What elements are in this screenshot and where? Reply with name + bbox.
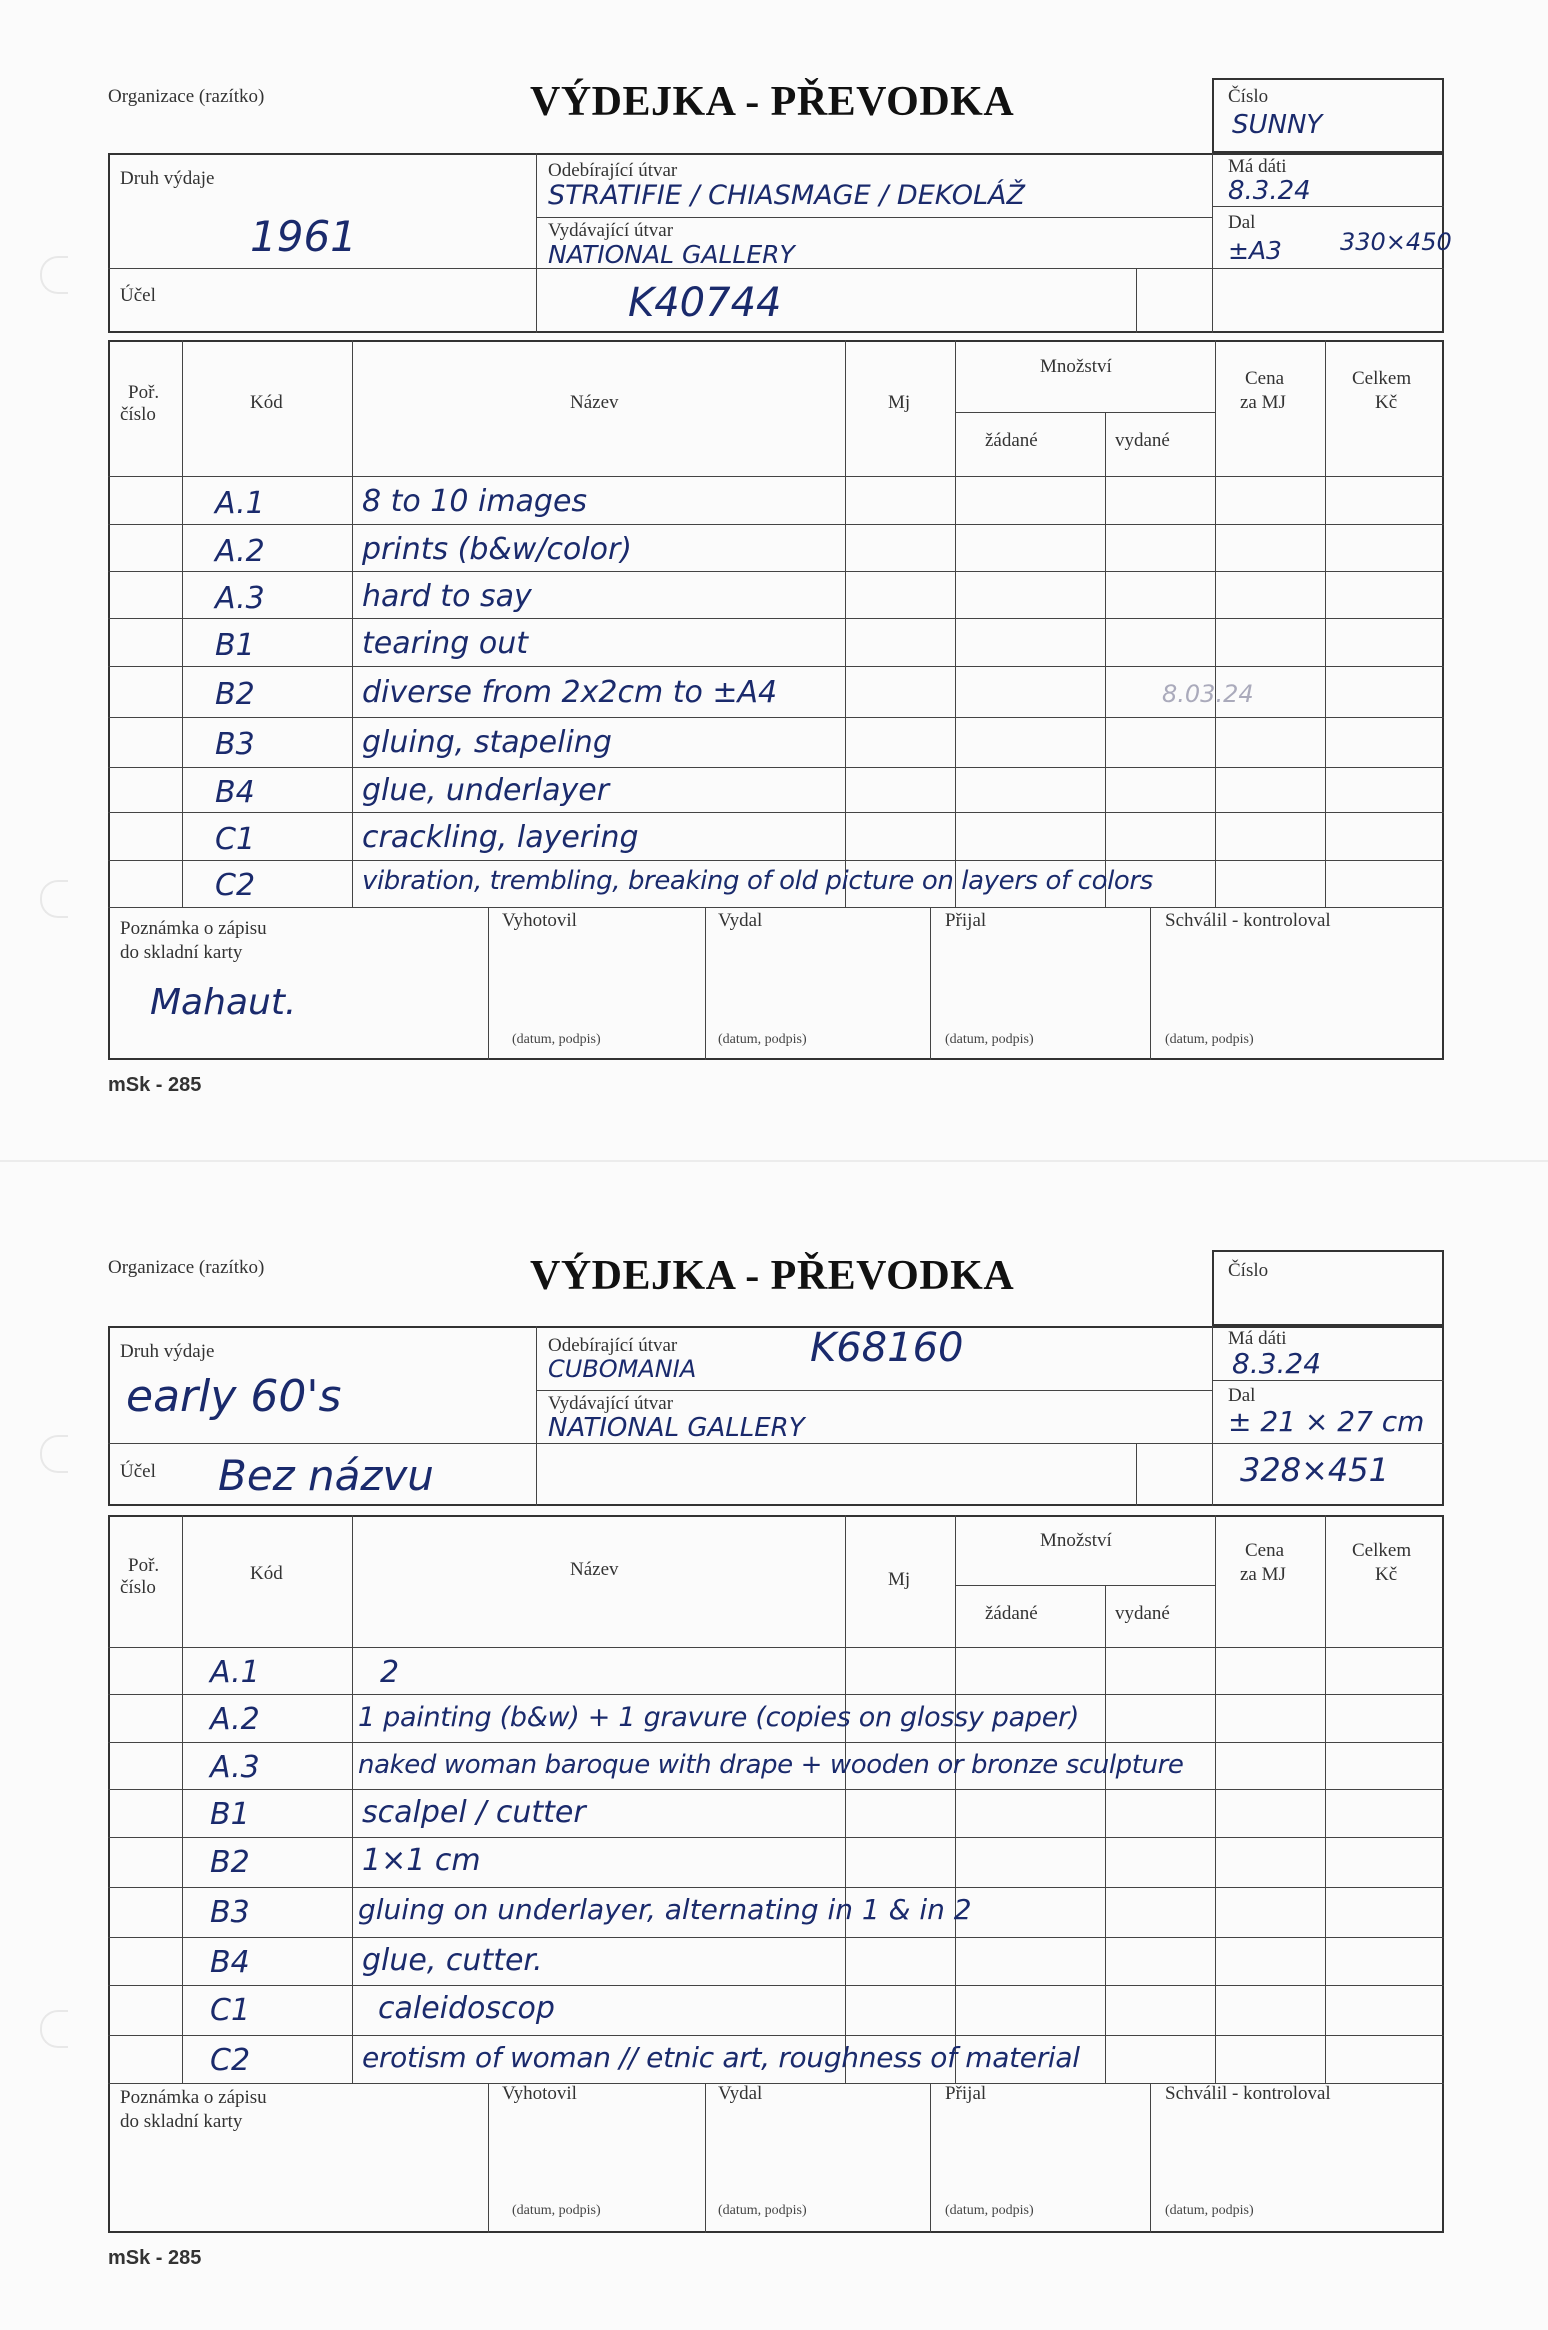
row-name: gluing on underlayer, alternating in 1 & in 2 [358, 1893, 972, 1926]
size-value: 328×451 [1240, 1451, 1389, 1489]
date-sign-label: (datum, podpis) [945, 2203, 1034, 2218]
due-label: Má dáti [1228, 1328, 1287, 1349]
form-title: VÝDEJKA - PŘEVODKA [530, 79, 1015, 125]
issuing-unit-label: Vydávající útvar [548, 220, 674, 241]
note-value: Mahaut. [150, 982, 297, 1023]
requested-header: žádané [985, 1603, 1038, 1624]
due-label: Má dáti [1228, 156, 1287, 177]
row-number-label: Poř. [128, 1555, 160, 1576]
unit-header: Mj [888, 392, 911, 413]
row-code: B3 [215, 727, 255, 762]
form-2 [0, 1165, 1548, 2330]
unit-price-header: za MJ [1240, 1564, 1286, 1585]
issued-by-label: Vydal [718, 910, 763, 931]
row-name: 1 painting (b&w) + 1 gravure (copies on glossy paper) [358, 1702, 1080, 1733]
date-sign-label: (datum, podpis) [1165, 2203, 1254, 2218]
due-value: 8.3.24 [1228, 176, 1311, 206]
row-name: prints (b&w/color) [362, 532, 633, 567]
prepared-label: Vyhotovil [502, 2083, 577, 2104]
items-table [108, 1515, 1444, 2233]
punch-hole [40, 2010, 68, 2048]
row-code: A.2 [215, 534, 265, 569]
quantity-header: Množství [1040, 1530, 1112, 1551]
receiving-unit-label: Odebírající útvar [548, 1335, 678, 1356]
row-name: 8 to 10 images [362, 484, 588, 519]
issuing-unit-value: NATIONAL GALLERY [548, 240, 795, 269]
unit-price-header: Cena [1245, 1540, 1285, 1561]
row-number-label: číslo [120, 404, 156, 425]
note-label: do skladní karty [120, 942, 243, 963]
code-header: Kód [250, 392, 283, 413]
issued-by-label: Vydal [718, 2083, 763, 2104]
row-name: tearing out [362, 626, 528, 661]
issuing-unit-label: Vydávající útvar [548, 1393, 674, 1414]
purpose-value: Bez názvu [218, 1451, 434, 1500]
form-code: mSk - 285 [108, 2247, 202, 2269]
issue-type-label: Druh výdaje [120, 1341, 215, 1362]
number-label: Číslo [1228, 1260, 1269, 1281]
purpose-label: Účel [120, 1461, 156, 1482]
receiving-unit-value: STRATIFIE / CHIASMAGE / DEKOLÁŽ [548, 180, 1025, 211]
number-value: SUNNY [1232, 110, 1323, 140]
unit-price-header: Cena [1245, 368, 1285, 389]
issuing-unit-value: NATIONAL GALLERY [548, 1413, 805, 1443]
organization-label: Organizace (razítko) [108, 86, 265, 107]
receiving-unit-label: Odebírající útvar [548, 160, 678, 181]
row-code: A.3 [210, 1750, 260, 1785]
row-name: glue, cutter. [362, 1943, 543, 1978]
row-code: A.1 [210, 1655, 260, 1690]
due-value: 8.3.24 [1232, 1347, 1322, 1380]
row-number-label: číslo [120, 1577, 156, 1598]
date-sign-label: (datum, podpis) [512, 1032, 601, 1047]
punch-hole [40, 880, 68, 918]
organization-label: Organizace (razítko) [108, 1257, 265, 1278]
requested-header: žádané [985, 430, 1038, 451]
issue-type-value: early 60's [126, 1371, 342, 1422]
given-label: Dal [1228, 1385, 1256, 1406]
row-name: gluing, stapeling [362, 725, 612, 760]
total-header: Celkem [1352, 1540, 1412, 1561]
total-header: Kč [1375, 392, 1398, 413]
total-header: Celkem [1352, 368, 1412, 389]
unit-price-header: za MJ [1240, 392, 1286, 413]
received-label: Přijal [945, 910, 987, 931]
note-label: Poznámka o zápisu [120, 2087, 267, 2108]
row-code: B1 [215, 628, 255, 663]
total-header: Kč [1375, 1564, 1398, 1585]
row-code: B4 [210, 1945, 250, 1980]
row-code: C2 [215, 868, 256, 903]
code-header: Kód [250, 1563, 283, 1584]
form-title: VÝDEJKA - PŘEVODKA [530, 1253, 1015, 1299]
row-code: A.1 [215, 486, 265, 521]
date-sign-label: (datum, podpis) [512, 2203, 601, 2218]
row-code: B4 [215, 775, 255, 810]
row-code: C1 [215, 822, 256, 857]
punch-hole [40, 1435, 68, 1473]
approved-label: Schválil - kontroloval [1165, 910, 1331, 931]
row-name: glue, underlayer [362, 773, 610, 808]
name-header: Název [570, 392, 619, 413]
number-label: Číslo [1228, 86, 1269, 107]
row-name: crackling, layering [362, 820, 639, 855]
row-name: naked woman baroque with drape + wooden or bronze sculpture [358, 1750, 1184, 1780]
issued-header: vydané [1115, 430, 1170, 451]
row-name: scalpel / cutter [362, 1795, 586, 1830]
faint-date: 8.03.24 [1162, 680, 1254, 708]
row-code: B2 [210, 1845, 250, 1880]
issue-type-label: Druh výdaje [120, 168, 215, 189]
row-number-label: Poř. [128, 382, 160, 403]
row-code: C1 [210, 1993, 251, 2028]
punch-hole [40, 256, 68, 294]
row-code: A.2 [210, 1702, 260, 1737]
row-code: B2 [215, 677, 255, 712]
date-sign-label: (datum, podpis) [718, 1032, 807, 1047]
receiving-unit-extra: K68160 [810, 1325, 964, 1371]
row-name: erotism of woman // etnic art, roughness of material [362, 2041, 1080, 2074]
row-name: diverse from 2x2cm to ±A4 [362, 675, 778, 710]
date-sign-label: (datum, podpis) [1165, 1032, 1254, 1047]
row-name: hard to say [362, 579, 532, 614]
row-name: caleidoscop [378, 1991, 555, 2026]
unit-header: Mj [888, 1569, 911, 1590]
row-code: C2 [210, 2043, 251, 2078]
note-label: do skladní karty [120, 2111, 243, 2132]
size-value: 330×450 [1340, 228, 1452, 256]
row-name: 2 [380, 1655, 400, 1690]
note-label: Poznámka o zápisu [120, 918, 267, 939]
date-sign-label: (datum, podpis) [718, 2203, 807, 2218]
issued-header: vydané [1115, 1603, 1170, 1624]
purpose-label: Účel [120, 285, 156, 306]
prepared-label: Vyhotovil [502, 910, 577, 931]
given-value: ±A3 [1228, 236, 1282, 265]
date-sign-label: (datum, podpis) [945, 1032, 1034, 1047]
name-header: Název [570, 1559, 619, 1580]
purpose-value: K40744 [628, 280, 782, 326]
form-code: mSk - 285 [108, 1074, 202, 1096]
row-name: 1×1 cm [362, 1843, 481, 1878]
receiving-unit-value: CUBOMANIA [548, 1355, 697, 1383]
received-label: Přijal [945, 2083, 987, 2104]
issue-type-value: 1961 [250, 212, 357, 261]
given-value: ± 21 × 27 cm [1228, 1405, 1425, 1438]
approved-label: Schválil - kontroloval [1165, 2083, 1331, 2104]
row-name: vibration, trembling, breaking of old picture on layers of colors [362, 866, 1153, 896]
quantity-header: Množství [1040, 356, 1112, 377]
row-code: B1 [210, 1797, 250, 1832]
row-code: A.3 [215, 581, 265, 616]
given-label: Dal [1228, 212, 1256, 233]
row-code: B3 [210, 1895, 250, 1930]
